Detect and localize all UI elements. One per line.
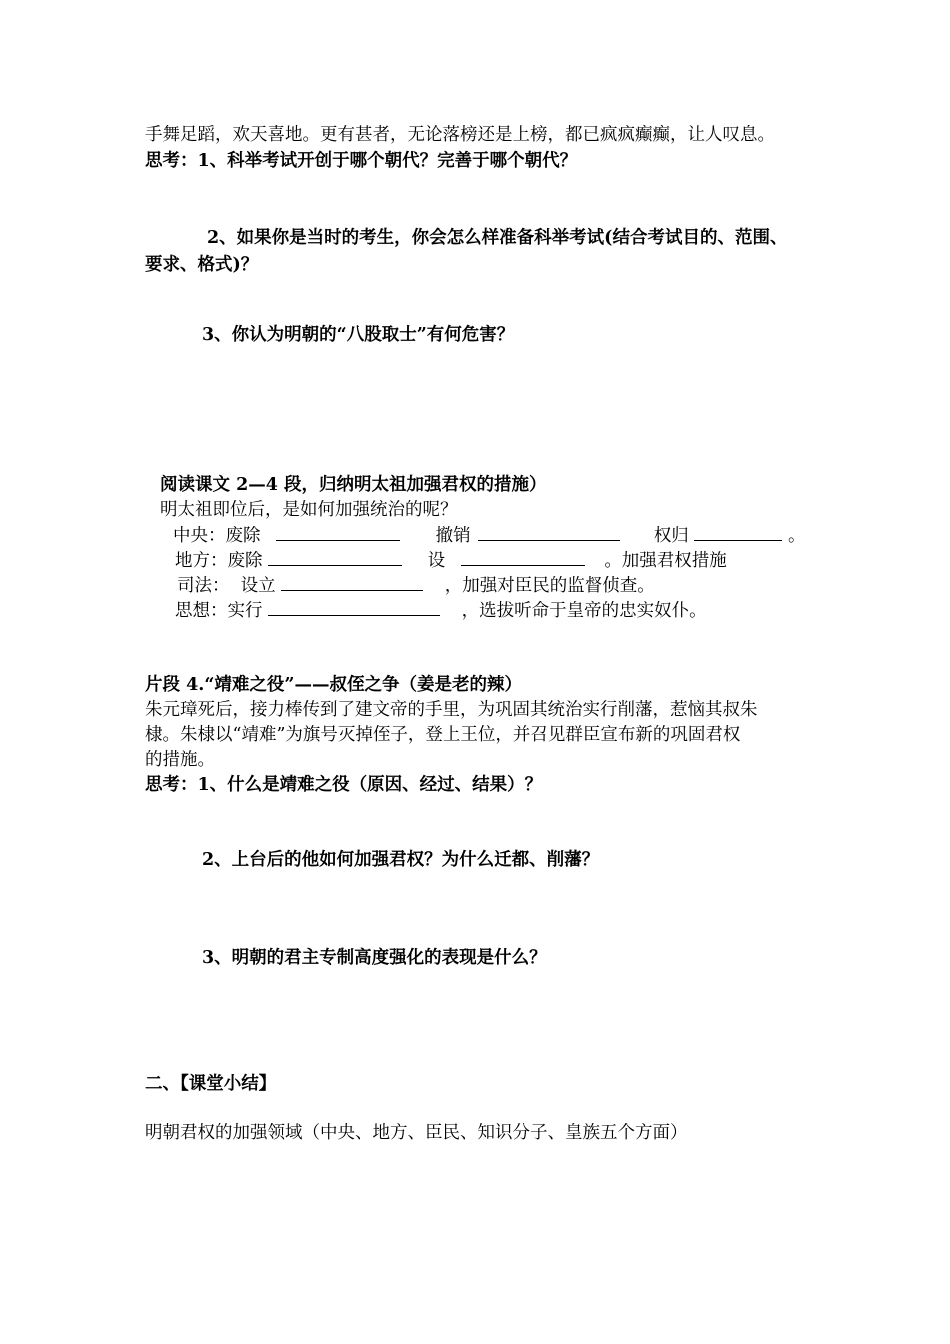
central-blank-1[interactable]	[276, 522, 400, 541]
segment4-question-2: 2、上台后的他如何加强君权？为什么迁都、削藩？	[202, 850, 600, 870]
thought-row	[175, 597, 707, 624]
judicial-label: 司法： 设立	[177, 576, 276, 596]
local-blank-2[interactable]	[461, 547, 585, 566]
think1-question-1: 思考：1、科举考试开创于哪个朝代？完善于哪个朝代？	[145, 151, 578, 171]
thought-label: 思想：实行	[175, 601, 263, 621]
central-row	[173, 522, 805, 549]
judicial-blank[interactable]	[281, 572, 423, 591]
central-label: 中央：废除	[173, 526, 261, 546]
think1-question-3: 3、你认为明朝的“八股取士”有何危害？	[202, 325, 515, 345]
think1-question-2-line1: 2、如果你是当时的考生，你会怎么样准备科举考试(结合考试目的、范围、	[207, 228, 788, 248]
judicial-row	[177, 572, 655, 599]
segment4-title: 片段 4.“靖难之役”——叔侄之争（姜是老的辣）	[145, 675, 522, 695]
central-end-label: 权归	[653, 526, 689, 546]
reading-intro: 明太祖即位后，是如何加强统治的呢？	[160, 500, 458, 520]
judicial-end: ，加强对臣民的监督侦查。	[444, 576, 655, 596]
local-row	[175, 547, 727, 574]
local-blank-1[interactable]	[268, 547, 402, 566]
local-mid: 设	[427, 551, 446, 571]
segment4-paragraph-line3: 的措施。	[145, 750, 215, 770]
thought-end: ，选拔听命于皇帝的忠实奴仆。	[461, 601, 707, 621]
local-end: 。加强君权措施	[604, 551, 727, 571]
central-mid: 撤销	[435, 526, 471, 546]
central-blank-2[interactable]	[478, 522, 620, 541]
reading-heading: 阅读课文 2—4 段，归纳明太祖加强君权的措施）	[160, 475, 547, 495]
summary-heading: 二、【课堂小结】	[145, 1074, 277, 1094]
segment4-question-3: 3、明朝的君主专制高度强化的表现是什么？	[202, 948, 547, 968]
think1-question-2-line2: 要求、格式)？	[145, 255, 259, 275]
central-blank-3[interactable]	[694, 522, 782, 541]
summary-text: 明朝君权的加强领域（中央、地方、臣民、知识分子、皇族五个方面）	[145, 1123, 688, 1143]
segment4-question-1: 思考：1、什么是靖难之役（原因、经过、结果）？	[145, 775, 543, 795]
central-end: 。	[787, 526, 806, 546]
segment4-paragraph-line2: 棣。朱棣以“靖难”为旗号灭掉侄子，登上王位，并召见群臣宣布新的巩固君权	[145, 725, 741, 745]
local-label: 地方：废除	[175, 551, 263, 571]
segment4-paragraph-line1: 朱元璋死后，接力棒传到了建文帝的手里，为巩固其统治实行削藩，惹恼其叔朱	[145, 700, 758, 720]
top-paragraph: 手舞足蹈，欢天喜地。更有甚者，无论落榜还是上榜，都已疯疯癫癫，让人叹息。	[145, 125, 775, 145]
thought-blank[interactable]	[268, 597, 440, 616]
